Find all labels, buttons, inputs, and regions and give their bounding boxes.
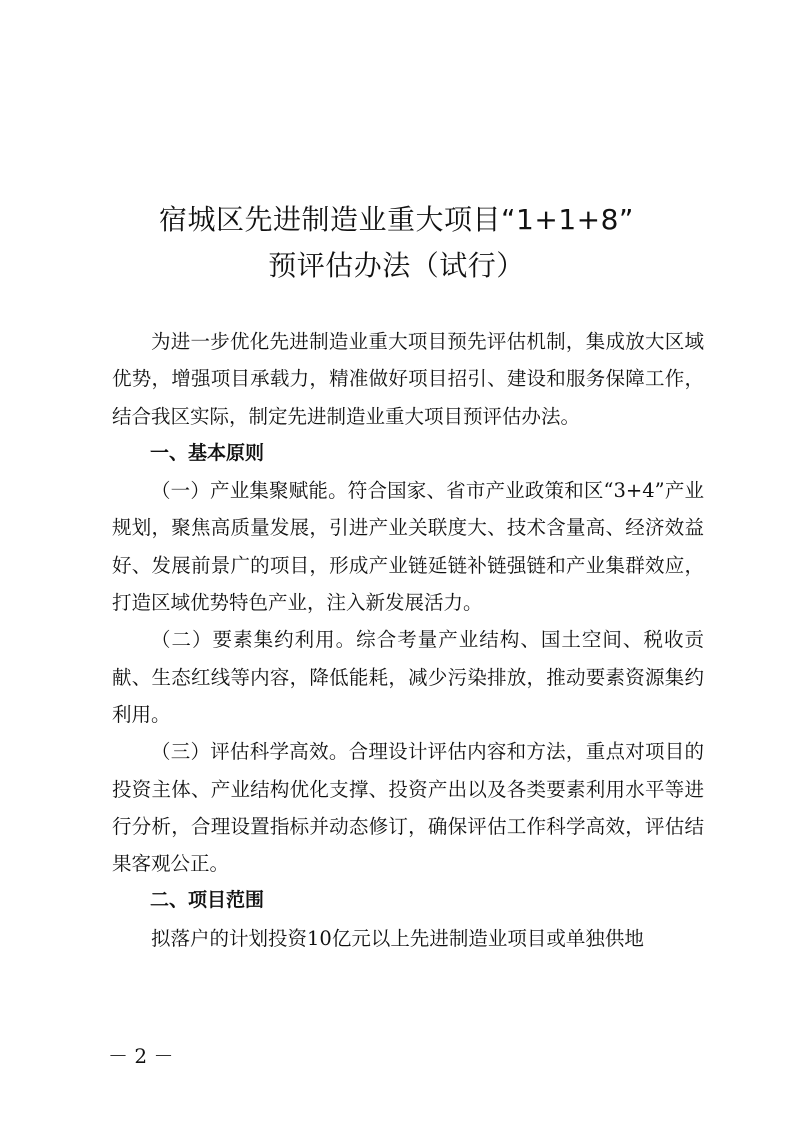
section-heading-scope: 二、项目范围 (150, 889, 265, 912)
page-number: － 2 － (108, 1044, 174, 1068)
principle-paragraph-1: （一）产业集聚赋能。符合国家、省市产业政策和区“3+4”产业规划，聚焦高质量发展，引进产业关联度大、技术含量高、经济效益好、发展前景广的项目，形成产业链延链补链强链和产业集群效应，打造区域优势特色产业，注入新发展活力。 (112, 479, 704, 615)
document-body (112, 323, 704, 957)
document-title-line-1: 宿城区先进制造业重大项目“1+1+8” (159, 203, 634, 236)
principle-paragraph-2: （二）要素集约利用。综合考量产业结构、国土空间、税收贡献、生态红线等内容，降低能耗，减少污染排放，推动要素资源集约利用。 (112, 628, 704, 726)
scope-paragraph: 拟落户的计划投资10亿元以上先进制造业项目或单独供地 (151, 926, 644, 950)
document-title-line-2: 预评估办法（试行） (268, 249, 525, 282)
intro-paragraph: 为进一步优化先进制造业重大项目预先评估机制，集成放大区域优势，增强项目承载力，精准做好项目招引、建设和服务保障工作，结合我区实际，制定先进制造业重大项目预评估办法。 (112, 330, 704, 428)
principle-paragraph-3: （三）评估科学高效。合理设计评估内容和方法，重点对项目的投资主体、产业结构优化支撑、投资产出以及各类要素利用水平等进行分析，合理设置指标并动态修订，确保评估工作科学高效，评估结果客观公正。 (112, 740, 704, 876)
section-heading-principles: 一、基本原则 (150, 441, 265, 464)
